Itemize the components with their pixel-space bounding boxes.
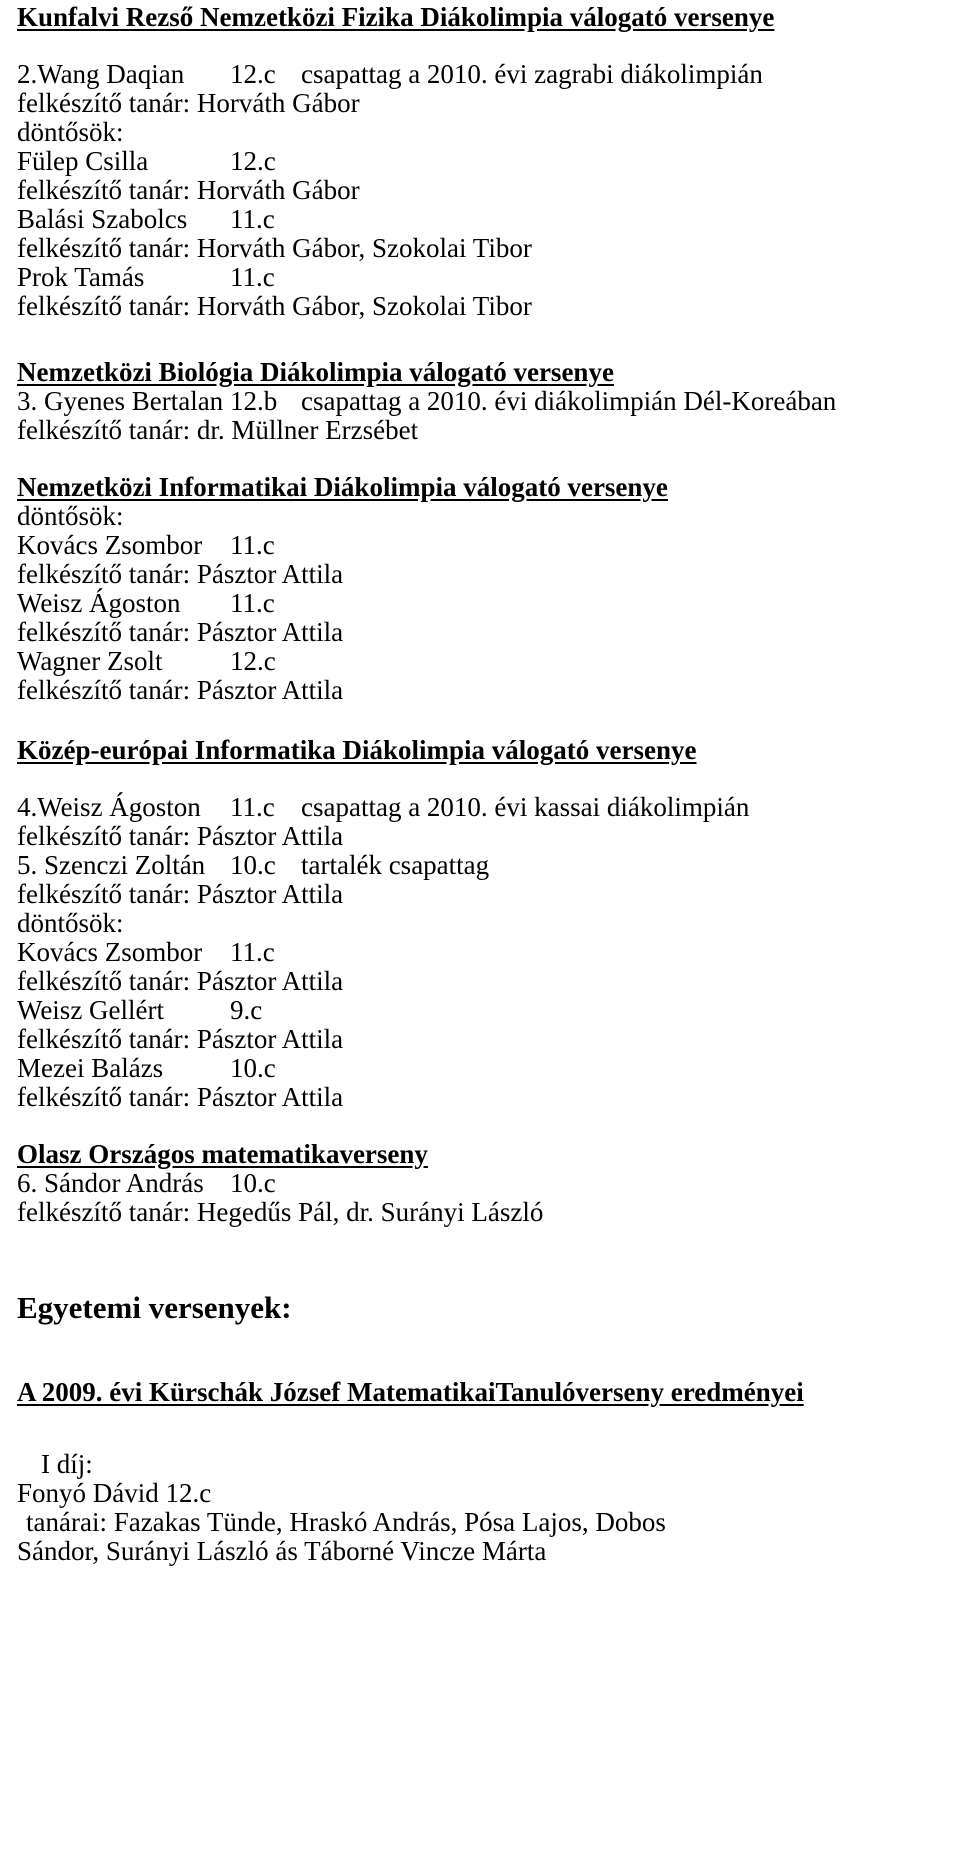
teacher-line: felkészítő tanár: Pásztor Attila xyxy=(17,617,344,647)
teacher-line: felkészítő tanár: Pásztor Attila xyxy=(17,821,344,851)
student-name: 6. Sándor András xyxy=(17,1168,204,1198)
student-name: Kovács Zsombor xyxy=(17,530,203,560)
teachers-line: tanárai: Fazakas Tünde, Hraskó András, Pósa Lajos, Dobos xyxy=(26,1507,666,1537)
student-name: 3. Gyenes Bertalan xyxy=(17,386,224,416)
student-name: 5. Szenczi Zoltán xyxy=(17,850,206,880)
student-name: 2.Wang Daqian xyxy=(17,59,185,89)
prize-label: I díj: xyxy=(41,1449,93,1479)
teacher-line: felkészítő tanár: Pásztor Attila xyxy=(17,879,344,909)
student-note: csapattag a 2010. évi diákolimpián Dél-Koreában xyxy=(301,386,837,416)
student-class: 11.c xyxy=(230,262,275,292)
physics-heading: Kunfalvi Rezső Nemzetközi Fizika Diákolimpia válogató versenye xyxy=(17,2,775,32)
teacher-line: felkészítő tanár: Pásztor Attila xyxy=(17,966,344,996)
student-class: 12.c xyxy=(230,146,276,176)
student-class: 9.c xyxy=(230,995,263,1025)
student-name: Weisz Gellért xyxy=(17,995,165,1025)
student-class: 12.c xyxy=(230,59,276,89)
student-name: Prok Tamás xyxy=(17,262,145,292)
teacher-line: felkészítő tanár: Hegedűs Pál, dr. Surányi László xyxy=(17,1197,544,1227)
student-name: Weisz Ágoston xyxy=(17,588,181,618)
teacher-line: felkészítő tanár: Horváth Gábor xyxy=(17,175,360,205)
student-name: Mezei Balázs xyxy=(17,1053,164,1083)
italian-heading: Olasz Országos matematikaverseny xyxy=(17,1139,428,1169)
finalists-label: döntősök: xyxy=(17,117,124,147)
student-class: 11.c xyxy=(230,588,275,618)
teacher-line: felkészítő tanár: Pásztor Attila xyxy=(17,559,344,589)
teacher-line: felkészítő tanár: Horváth Gábor xyxy=(17,88,360,118)
teacher-line: felkészítő tanár: Pásztor Attila xyxy=(17,675,344,705)
student-name: Wagner Zsolt xyxy=(17,646,163,676)
student-name: 4.Weisz Ágoston xyxy=(17,792,201,822)
teacher-line: felkészítő tanár: Horváth Gábor, Szokolai Tibor xyxy=(17,291,532,321)
student-class: 10.c xyxy=(230,850,276,880)
student-note: csapattag a 2010. évi kassai diákolimpián xyxy=(301,792,750,822)
student-class: 10.c xyxy=(230,1168,276,1198)
kurschak-heading: A 2009. évi Kürschák József MatematikaiTanulóverseny eredményei xyxy=(17,1377,804,1407)
winner-line: Fonyó Dávid 12.c xyxy=(17,1478,212,1508)
student-class: 11.c xyxy=(230,204,275,234)
student-name: Fülep Csilla xyxy=(17,146,149,176)
student-note: csapattag a 2010. évi zagrabi diákolimpián xyxy=(301,59,763,89)
teacher-line: felkészítő tanár: dr. Müllner Erzsébet xyxy=(17,415,419,445)
student-class: 12.c xyxy=(230,646,276,676)
italian-sandor-row xyxy=(17,1166,276,1302)
informatics-heading: Nemzetközi Informatikai Diákolimpia válogató versenye xyxy=(17,472,668,502)
teacher-line: felkészítő tanár: Pásztor Attila xyxy=(17,1024,344,1054)
student-class: 12.b xyxy=(230,386,278,416)
university-heading: Egyetemi versenyek: xyxy=(17,1290,292,1325)
teacher-line: felkészítő tanár: Pásztor Attila xyxy=(17,1082,344,1112)
student-class: 11.c xyxy=(230,792,275,822)
teacher-line: felkészítő tanár: Horváth Gábor, Szokolai Tibor xyxy=(17,233,532,263)
finalists-label: döntősök: xyxy=(17,908,124,938)
central-europe-heading: Közép-európai Informatika Diákolimpia válogató versenye xyxy=(17,735,697,765)
student-name: Kovács Zsombor xyxy=(17,937,203,967)
student-note: tartalék csapattag xyxy=(301,850,490,880)
student-class: 11.c xyxy=(230,530,275,560)
student-class: 11.c xyxy=(230,937,275,967)
biology-heading: Nemzetközi Biológia Diákolimpia válogató versenye xyxy=(17,357,614,387)
teachers-line: Sándor, Surányi László ás Táborné Vincze Márta xyxy=(17,1536,547,1566)
student-name: Balási Szabolcs xyxy=(17,204,188,234)
finalists-label: döntősök: xyxy=(17,501,124,531)
student-class: 10.c xyxy=(230,1053,276,1083)
